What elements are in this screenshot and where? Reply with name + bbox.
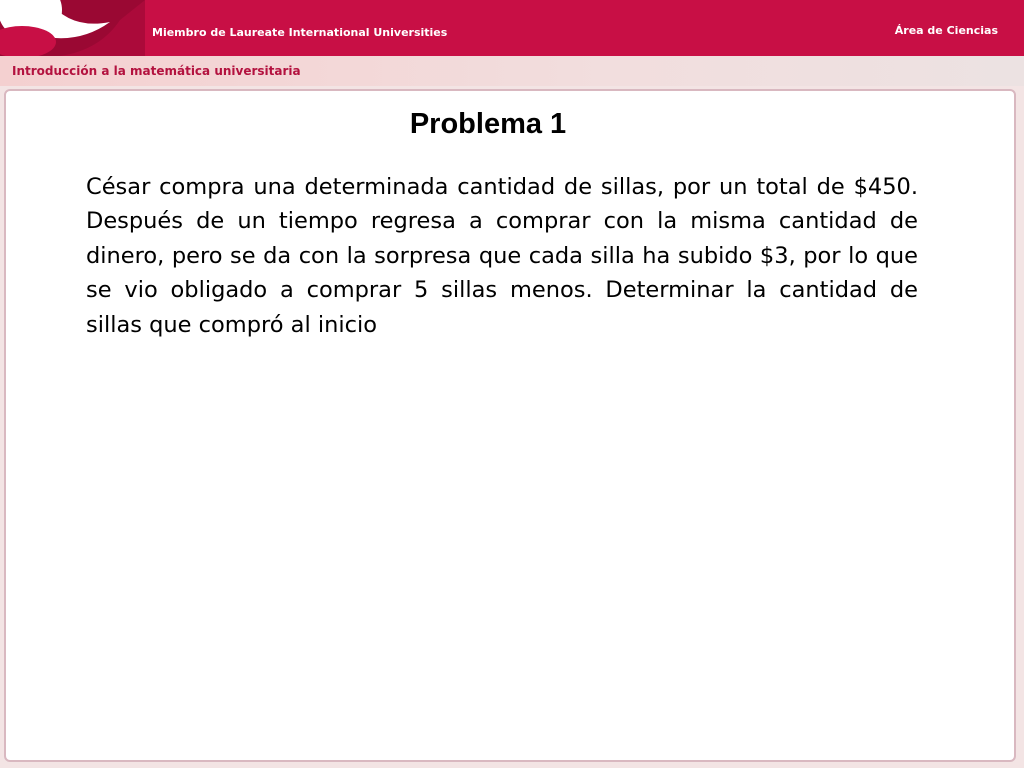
course-title: Introducción a la matemática universitaria <box>12 64 301 78</box>
problem-statement: César compra una determinada cantidad de sillas, por un total de $450. Después de un tiempo regresa a comprar con la misma cantidad de dinero, pero se da con la sorpresa que cada silla ha subido $3, por lo que se vio obligado a comprar 5 sillas menos. Determinar la cantidad de sillas que compró al inicio <box>86 174 918 338</box>
member-text: Miembro de Laureate International Universities <box>152 26 448 39</box>
header-bar <box>0 0 1024 56</box>
area-label: Área de Ciencias <box>894 24 998 37</box>
slide-title: Problema 1 <box>409 108 567 140</box>
university-logo <box>0 0 145 56</box>
